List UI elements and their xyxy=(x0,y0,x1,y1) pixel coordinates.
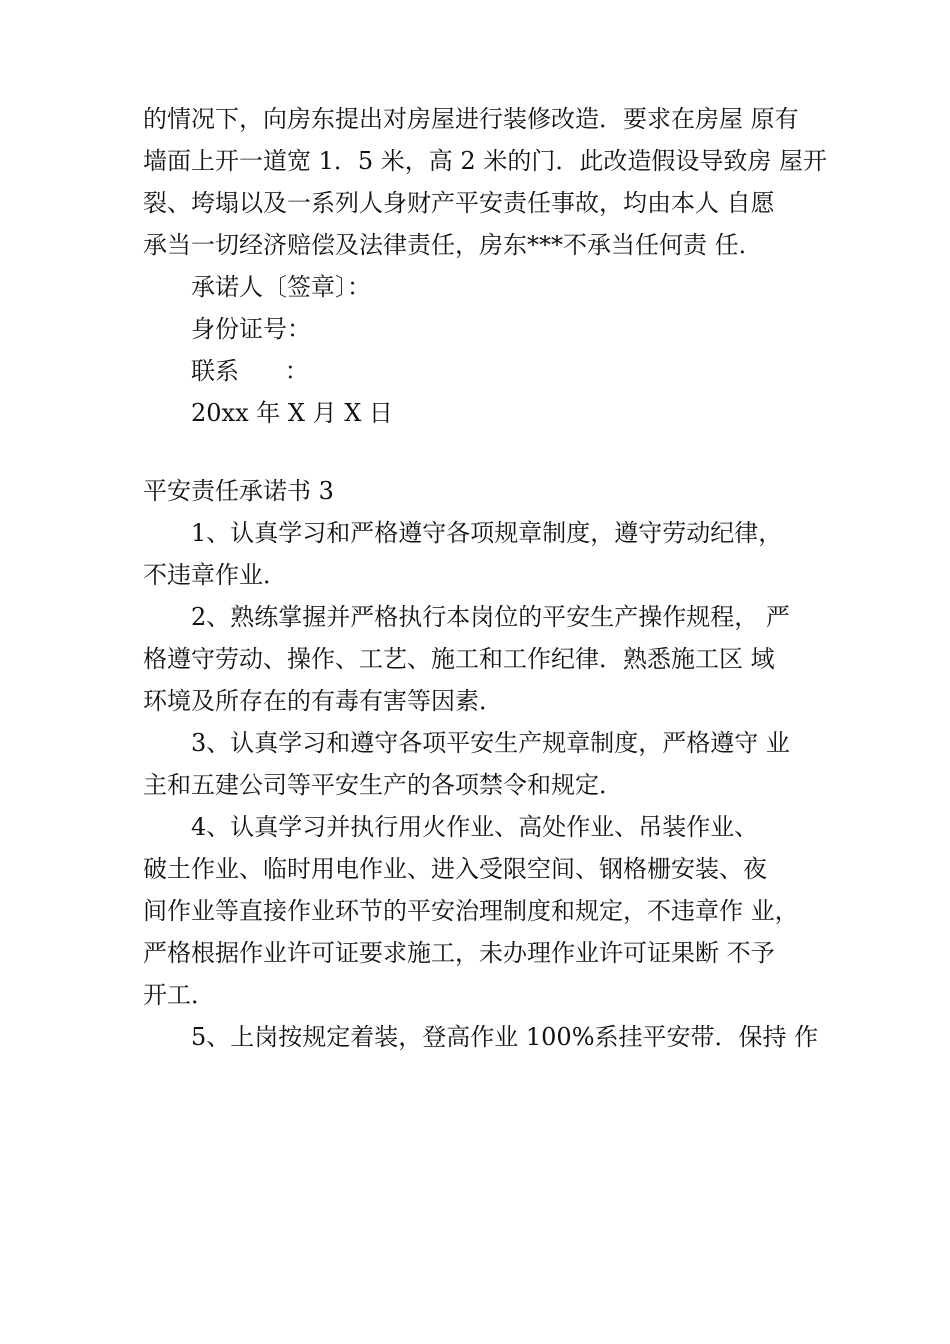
list-item xyxy=(143,722,823,806)
paragraph-line: 墙面上开一道宽 1．5 米，高 2 米的门．此改造假设导致房 屋开 xyxy=(143,147,827,175)
signature-block xyxy=(143,266,823,434)
list-item xyxy=(143,512,823,596)
section-gap xyxy=(143,434,823,470)
item-line: 4、认真学习并执行用火作业、高处作业、吊装作业、 xyxy=(191,813,759,841)
item-line: 间作业等直接作业环节的平安治理制度和规定，不违章作 业， xyxy=(143,897,799,925)
paragraph-line: 的情况下，向房东提出对房屋进行装修改造．要求在房屋 原有 xyxy=(143,105,799,133)
item-line: 环境及所存在的有毒有害等因素． xyxy=(143,687,503,715)
document-page xyxy=(143,98,827,1058)
item-line: 3、认真学习和遵守各项平安生产规章制度，严格遵守 业 xyxy=(191,729,790,757)
item-line: 2、熟练掌握并严格执行本岗位的平安生产操作规程， 严 xyxy=(191,603,790,631)
promisor-signature-label: 承诺人〔签章〕： xyxy=(191,273,371,301)
item-line: 严格根据作业许可证要求施工，未办理作业许可证果断 不予 xyxy=(143,939,775,967)
paragraph-line: 裂、垮塌以及一系列人身财产平安责任事故，均由本人 自愿 xyxy=(143,189,775,217)
item-line: 主和五建公司等平安生产的各项禁令和规定． xyxy=(143,771,623,799)
signature-date: 20xx 年 X 月 X 日 xyxy=(191,399,393,427)
section-3 xyxy=(143,470,823,1058)
item-line: 格遵守劳动、操作、工艺、施工和工作纪律．熟悉施工区 域 xyxy=(143,645,775,673)
list-item xyxy=(143,1016,823,1058)
paragraph-line: 承当一切经济赔偿及法律责任，房东***不承当任何责 任． xyxy=(143,231,763,259)
item-line: 开工． xyxy=(143,981,215,1009)
id-number-label: 身份证号： xyxy=(191,315,311,343)
section-title: 平安责任承诺书 3 xyxy=(143,477,334,505)
list-item xyxy=(143,596,823,722)
list-item xyxy=(143,806,823,1016)
item-line: 破土作业、临时用电作业、进入受限空间、钢格栅安装、夜 xyxy=(143,855,767,883)
contact-label: 联系 ： xyxy=(191,357,309,385)
item-line: 1、认真学习和严格遵守各项规章制度，遵守劳动纪律， xyxy=(191,519,783,547)
item-line: 5、上岗按规定着装，登高作业 100%系挂平安带．保持 作 xyxy=(191,1023,819,1051)
item-line: 不违章作业． xyxy=(143,561,287,589)
intro-paragraph xyxy=(143,98,827,266)
